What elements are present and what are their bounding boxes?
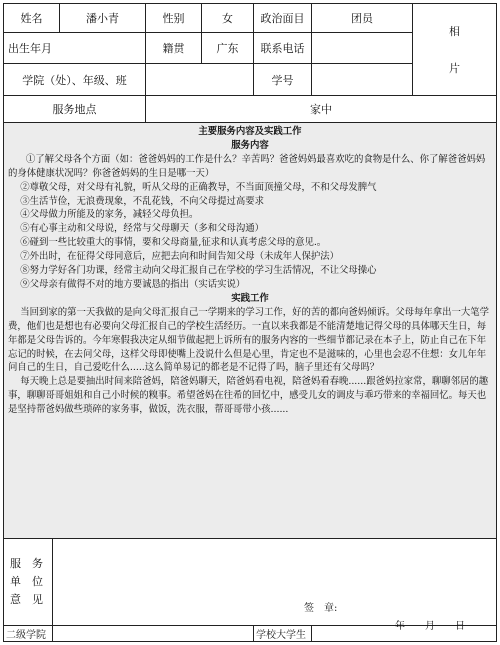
gender-label: 性别 — [146, 3, 202, 33]
student-id-label: 学号 — [254, 64, 312, 96]
practice-paragraph: 当回到家的第一天我做的是向父母汇报自己一学期来的学习工作，好的苦的都向爸妈倾诉。父母每年拿出一大笔学费，他们也是想也有必要向父母汇报自己的学校生活经历。一直以来我都是不能清楚地记得父母的具体哪天生日，每年都是父母告诉的。今年寒假我决定从细节做起把上诉所有的服务内容的一些细节都记录在本子上，防止自己在下年忘记的时候，在去问父母，这样父母即使嘴上没说什么但是心里，肯定也不是滋味的，心里也会忍不住想：女儿年年问自己的生日，自己爱吃什么.....这么简单易记的都老是不记得了吗，脑子里还有父母吗？ — [8, 306, 489, 374]
service-item: ⑨父母亲有做得不对的地方要诚恳的指出（实话实说） — [20, 278, 246, 290]
college-label: 学院（处）、年级、班 — [3, 64, 146, 96]
birth-label: 出生年月 — [3, 33, 146, 64]
secondary-college-value[interactable] — [53, 626, 254, 642]
date-label: 年 月 日 — [395, 621, 465, 632]
service-item: ③生活节俭，无浪费现象，不乱花钱，不向父母提过高要求 — [20, 195, 264, 207]
service-item: ①了解父母各个方面（如：爸爸妈妈的工作是什么？辛苦吗？爸爸妈妈最喜欢吃的食物是什么、你了解爸爸妈妈的身体健康状况吗？你爸爸妈妈的生日是哪一天） — [8, 153, 486, 179]
opinion-value-cell[interactable] — [53, 539, 497, 632]
political-label: 政治面目 — [254, 3, 312, 33]
opinion-label-line: 单 位 — [10, 575, 43, 588]
service-title: 服务内容 — [231, 139, 269, 151]
university-label: 学校大学生 — [254, 626, 312, 642]
photo-label-top: 相 — [449, 24, 460, 38]
phone-value[interactable] — [312, 33, 413, 64]
student-id-value[interactable] — [312, 64, 413, 96]
political-value[interactable]: 团员 — [312, 3, 413, 33]
practice-paragraph: 每天晚上总是要抽出时间来陪爸妈，陪爸妈聊天，陪爸妈看电视，陪爸妈看春晚......跟爸妈拉家常，聊聊邻居的趣事，聊聊哥哥姐姐和自己小时候的糗事。希望爸妈在往希的回忆中，感受儿女的调皮与乖巧带来的幸福回忆。每天也是坚持帮爸妈做些琐碎的家务事，做饭，洗衣服，帮哥哥带小孩...... — [8, 376, 489, 416]
photo-label-bottom: 片 — [449, 62, 460, 76]
name-label: 姓名 — [3, 3, 60, 33]
service-item: ⑤有心事主动和父母说，经常与父母聊天（多和父母沟通） — [20, 223, 264, 235]
place-value[interactable]: 家中 — [146, 96, 497, 123]
practice-title: 实践工作 — [231, 292, 269, 304]
opinion-label-line: 服 务 — [10, 557, 43, 570]
service-content-section — [3, 123, 497, 539]
opinion-label-line: 意 见 — [10, 593, 43, 606]
service-item: ②尊敬父母，对父母有礼貌，听从父母的正确教导，不当面顶撞父母，不和父母发脾气 — [20, 181, 377, 193]
secondary-college-label: 二级学院 — [3, 626, 53, 642]
main-title: 主要服务内容及实践工作 — [198, 126, 302, 137]
service-item: ⑦外出时，在征得父母同意后，应把去向和时间告知父母（未成年人保护法） — [20, 251, 339, 263]
place-label: 服务地点 — [3, 96, 146, 123]
service-item: ④父母做力所能及的家务，减轻父母负担。 — [20, 209, 199, 221]
native-label: 籍贯 — [146, 33, 202, 64]
gender-value[interactable]: 女 — [202, 3, 254, 33]
phone-label: 联系电话 — [254, 33, 312, 64]
native-value[interactable]: 广东 — [202, 33, 254, 64]
photo-box — [413, 3, 497, 96]
volunteer-service-form — [3, 3, 497, 642]
service-item: ⑥碰到一些比较重大的事情，要和父母商量,征求和认真考虑父母的意见.。 — [20, 237, 327, 249]
name-value[interactable]: 潘小青 — [60, 3, 146, 33]
sign-label: 签 章: — [304, 603, 338, 614]
service-item: ⑧努力学好各门功课，经常主动向父母汇报自己在学校的学习生活情况，不让父母操心 — [20, 265, 377, 277]
college-value[interactable] — [146, 64, 254, 96]
opinion-label-cell — [3, 539, 53, 626]
university-value[interactable] — [312, 626, 497, 642]
